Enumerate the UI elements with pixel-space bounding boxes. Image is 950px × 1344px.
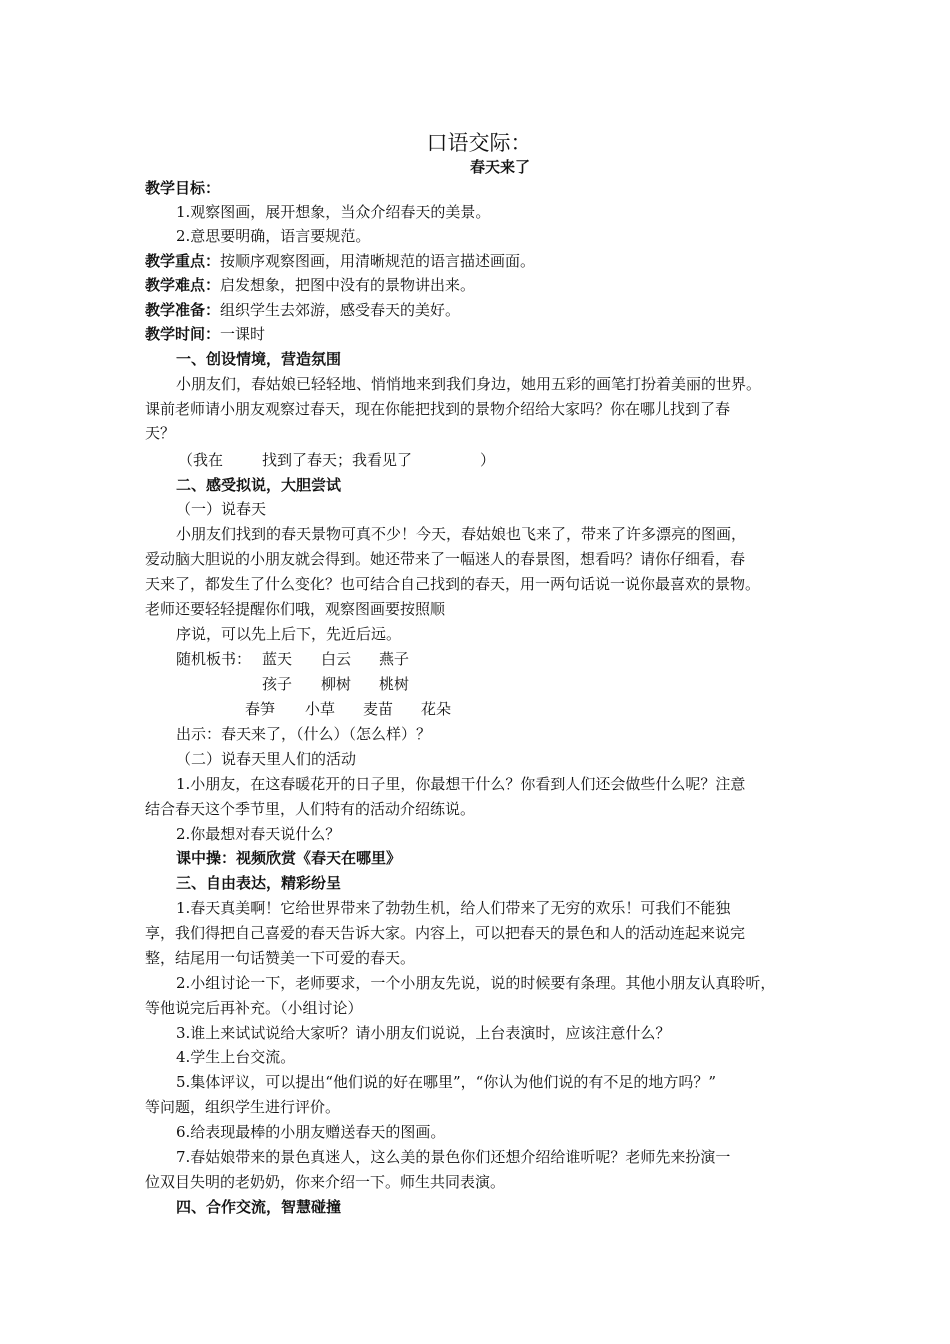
difficulty-line — [145, 273, 475, 298]
focus-line — [145, 249, 535, 274]
section-4-heading: 四、合作交流，智慧碰撞 — [176, 1198, 342, 1216]
s3-item-line: 1.春天真美啊！它给世界带来了勃勃生机，给人们带来了无穷的欢乐！可我们不能独 — [176, 899, 731, 917]
s2-question-line: 结合春天这个季节里，人们特有的活动介绍练说。 — [145, 800, 476, 818]
prep-text: 组织学生去郊游，感受春天的美好。 — [220, 301, 461, 319]
difficulty-text: 启发想象，把图中没有的景物讲出来。 — [220, 276, 476, 294]
goal-1: 1.观察图画，展开想象，当众介绍春天的美景。 — [176, 203, 491, 221]
s1-paragraph-line: 小朋友们，春姑娘已轻轻地、悄悄地来到我们身边，她用五彩的画笔打扮着美丽的世界。 — [176, 375, 762, 393]
focus-text: 按顺序观察图画，用清晰规范的语言描述画面。 — [220, 252, 536, 270]
s3-item-line: 4.学生上台交流。 — [176, 1048, 296, 1066]
s3-item-line: 整，结尾用一句话赞美一下可爱的春天。 — [145, 949, 416, 967]
board-word: 桃树 — [379, 675, 410, 693]
show-line: 出示：春天来了，（什么）（怎么样）？ — [176, 725, 432, 743]
s3-item-line: 2.小组讨论一下，老师要求，一个小朋友先说，说的时候要有条理。其他小朋友认真聆听， — [176, 974, 776, 992]
s3-item-line: 7.春姑娘带来的景色真迷人，这么美的景色你们还想介绍给谁听呢？老师先来扮演一 — [176, 1148, 731, 1166]
s2-question-line: 1.小朋友，在这春暖花开的日子里，你最想干什么？你看到人们还会做些什么呢？注意 — [176, 775, 746, 793]
time-line — [145, 322, 265, 347]
time-label: 教学时间： — [145, 325, 221, 343]
s3-item-line: 位双目失明的老奶奶，你来介绍一下。师生共同表演。 — [145, 1173, 506, 1191]
break-activity: 课中操：视频欣赏《春天在哪里》 — [176, 849, 402, 867]
s3-item-line: 3.谁上来试试说给大家听？请小朋友们说说，上台表演时，应该注意什么？ — [176, 1024, 671, 1042]
section-2-heading: 二、感受拟说，大胆尝试 — [176, 476, 342, 494]
s2-sub-heading-2: （二）说春天里人们的活动 — [176, 750, 357, 768]
s2-paragraph-line: 老师还要轻轻提醒你们哦，观察图画要按照顺 — [145, 600, 446, 618]
s3-item-line: 等问题，组织学生进行评价。 — [145, 1098, 341, 1116]
s2-paragraph-line: 天来了，都发生了什么变化？也可结合自己找到的春天，用一两句话说一说你最喜欢的景物。 — [145, 575, 761, 593]
s1-prompt-b: 找到了春天；我看见了 — [262, 451, 413, 469]
section-1-heading: 一、创设情境，营造氛围 — [176, 350, 342, 368]
s3-item-line: 5.集体评议，可以提出“他们说的好在哪里”，“你认为他们说的有不足的地方吗？” — [176, 1073, 716, 1091]
s2-paragraph-line: 爱动脑大胆说的小朋友就会得到。她还带来了一幅迷人的春景图，想看吗？请你仔细看，春 — [145, 550, 746, 568]
page-title: 口语交际： — [426, 131, 532, 155]
s2-paragraph-line: 序说，可以先上后下，先近后远。 — [176, 625, 402, 643]
board-word: 蓝天 — [262, 650, 293, 668]
s1-paragraph-line: 课前老师请小朋友观察过春天，现在你能把找到的景物介绍给大家吗？你在哪儿找到了春 — [145, 400, 731, 418]
board-word: 白云 — [321, 650, 352, 668]
s1-prompt-a: （我在 — [178, 451, 224, 469]
board-label: 随机板书： — [176, 650, 252, 668]
time-text: 一课时 — [220, 325, 266, 343]
s3-item-line: 等他说完后再补充。（小组讨论） — [145, 999, 363, 1017]
s2-sub-heading-1: （一）说春天 — [176, 500, 267, 518]
s1-paragraph-line: 天？ — [145, 424, 176, 442]
focus-label: 教学重点： — [145, 252, 221, 270]
s2-paragraph-line: 小朋友们找到的春天景物可真不少！今天，春姑娘也飞来了，带来了许多漂亮的图画， — [176, 525, 747, 543]
board-word: 小草 — [305, 700, 336, 718]
prep-line — [145, 298, 460, 323]
s3-item-line: 6.给表现最棒的小朋友赠送春天的图画。 — [176, 1123, 446, 1141]
board-word: 春笋 — [245, 700, 276, 718]
goal-2: 2.意思要明确，语言要规范。 — [176, 227, 371, 245]
page-subtitle: 春天来了 — [469, 158, 530, 176]
board-word: 花朵 — [421, 700, 452, 718]
s2-question-line: 2.你最想对春天说什么？ — [176, 825, 341, 843]
section-3-heading: 三、自由表达，精彩纷呈 — [176, 874, 342, 892]
board-word: 柳树 — [321, 675, 352, 693]
board-word: 麦苗 — [363, 700, 394, 718]
s3-item-line: 享，我们得把自己喜爱的春天告诉大家。内容上，可以把春天的景色和人的活动连起来说完 — [145, 924, 746, 942]
board-word: 燕子 — [379, 650, 410, 668]
s1-prompt-c: ） — [480, 451, 496, 469]
goals-label: 教学目标： — [145, 179, 221, 197]
board-word: 孩子 — [262, 675, 293, 693]
prep-label: 教学准备： — [145, 301, 221, 319]
difficulty-label: 教学难点： — [145, 276, 221, 294]
